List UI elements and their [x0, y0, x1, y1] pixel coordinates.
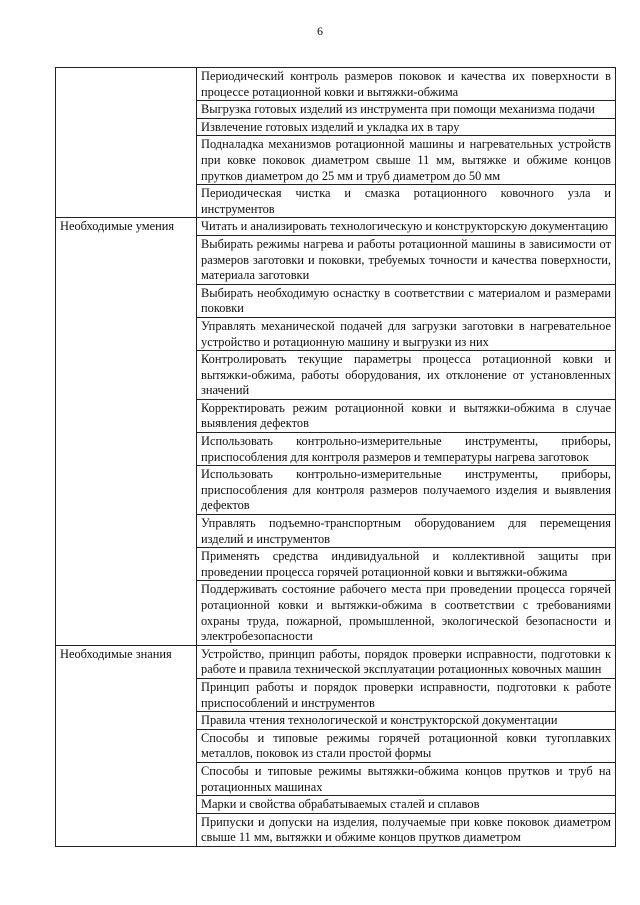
- skill-item: Применять средства индивидуальной и коллективной защиты при проведении процесса горячей ротационной ковки и вытяжки-обжима: [197, 548, 616, 581]
- knowledge-item: Правила чтения технологической и конструкторской документации: [197, 712, 616, 730]
- skill-item: Управлять механической подачей для загрузки заготовки в нагревательное устройство и ротационную машину и выгрузки из них: [197, 317, 616, 350]
- skill-item: Корректировать режим ротационной ковки и вытяжки-обжима в случае выявления дефектов: [197, 399, 616, 432]
- knowledge-item: Устройство, принцип работы, порядок проверки исправности, подготовки к работе и правила технической эксплуатации ротационных ковочных машин: [197, 645, 616, 678]
- action-item: Подналадка механизмов ротационной машины и нагревательных устройств при ковке поковок диаметром свыше 11 мм, вытяжке и обжиме концов прутков диаметром до 25 мм и труб диаметром до 50 мм: [197, 136, 616, 185]
- knowledge-item: Припуски и допуски на изделия, получаемые при ковке поковок диаметром свыше 11 мм, вытяжки и обжиме концов прутков диаметром: [197, 813, 616, 846]
- table-row: [56, 218, 616, 236]
- knowledge-item: Способы и типовые режимы вытяжки-обжима концов прутков и труб на ротационных машинах: [197, 762, 616, 795]
- skills-label: Необходимые умения: [56, 218, 197, 645]
- knowledge-item: Марки и свойства обрабатываемых сталей и сплавов: [197, 796, 616, 814]
- action-item: Периодический контроль размеров поковок и качества их поверхности в процессе ротационной ковки и вытяжки-обжима: [197, 68, 616, 101]
- skill-item: Контролировать текущие параметры процесса ротационной ковки и вытяжки-обжима, работы оборудования, их отклонение от установленных значений: [197, 351, 616, 400]
- skill-item: Использовать контрольно-измерительные инструменты, приборы, приспособления для контроля размеров и температуры нагрева заготовок: [197, 433, 616, 466]
- skill-item: Выбирать режимы нагрева и работы ротационной машины в зависимости от размеров заготовки и поковки, требуемых точности и качества поверхности, материала заготовки: [197, 235, 616, 284]
- knowledge-item: Способы и типовые режимы горячей ротационной ковки тугоплавких металлов, поковок из стали простой формы: [197, 729, 616, 762]
- skill-item: Выбирать необходимую оснастку в соответствии с материалом и размерами поковки: [197, 284, 616, 317]
- skill-item: Использовать контрольно-измерительные инструменты, приборы, приспособления для контроля размеров получаемого изделия и выявления дефектов: [197, 466, 616, 515]
- skill-item: Читать и анализировать технологическую и конструкторскую документацию: [197, 218, 616, 236]
- knowledge-label: Необходимые знания: [56, 645, 197, 846]
- skill-item: Управлять подъемно-транспортным оборудованием для перемещения изделий и инструментов: [197, 515, 616, 548]
- action-item: Выгрузка готовых изделий из инструмента при помощи механизма подачи: [197, 101, 616, 119]
- action-item: Извлечение готовых изделий и укладка их в тару: [197, 118, 616, 136]
- table-row: [56, 68, 616, 101]
- knowledge-item: Принцип работы и порядок проверки исправности, подготовки к работе приспособлений и инструментов: [197, 678, 616, 711]
- skill-item: Поддерживать состояние рабочего места при проведении процесса горячей ротационной ковки и вытяжки-обжима в соответствии с требованиями охраны труда, пожарной, промышленной, экологической безопасности и электробезопасности: [197, 581, 616, 645]
- empty-label-cell: [56, 68, 197, 218]
- page-number: 6: [317, 24, 323, 38]
- requirements-table: [55, 67, 616, 847]
- table-row: [56, 645, 616, 678]
- action-item: Периодическая чистка и смазка ротационного ковочного узла и инструментов: [197, 185, 616, 218]
